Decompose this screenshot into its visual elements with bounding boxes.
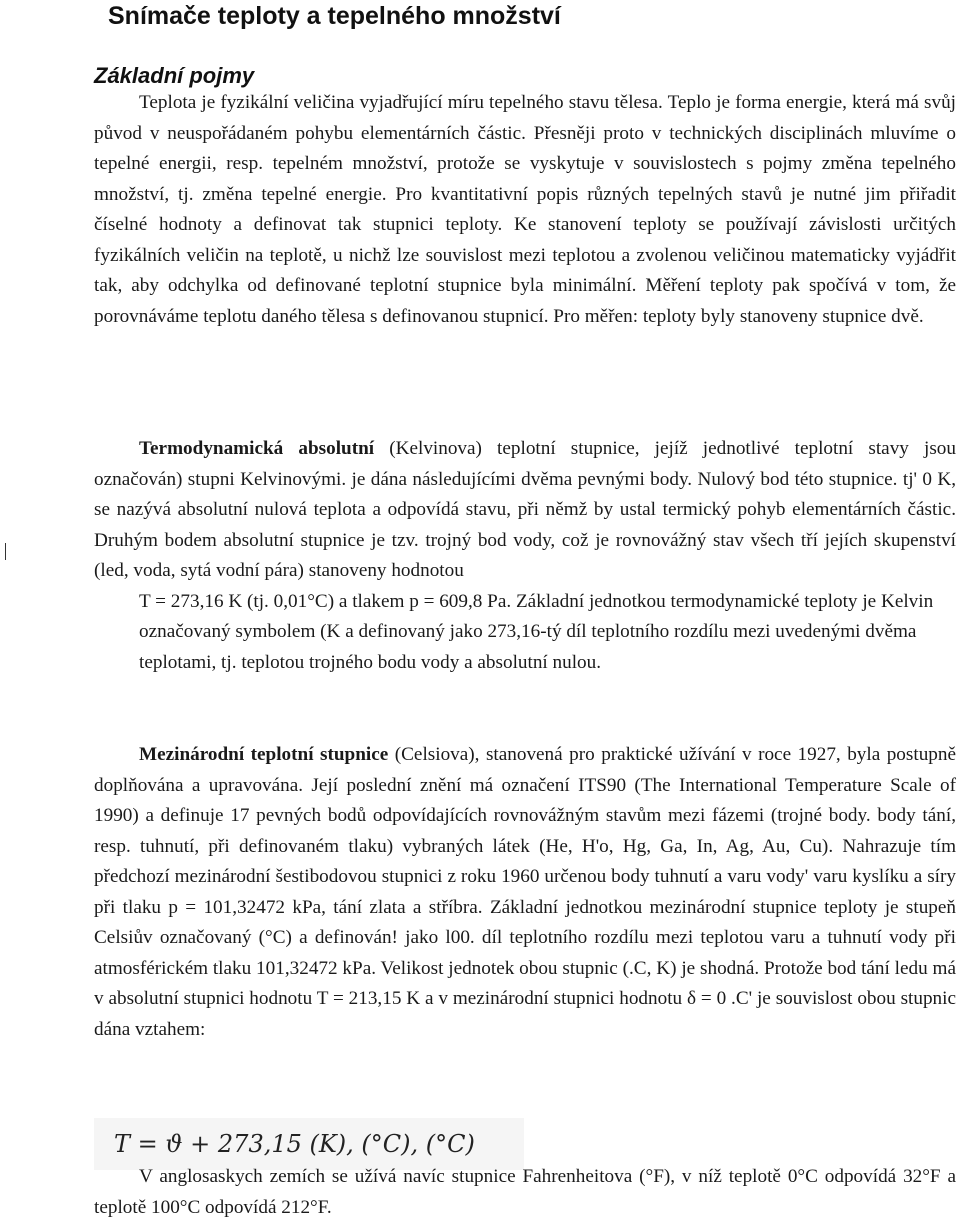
section-heading: Základní pojmy (94, 63, 255, 88)
kelvin-text: (Kelvinova) teplotní stupnice, jejíž jednotlivé teplotní stavy jsou označován) stupni Kelvinovými. je dána následujícími dvěma pevnými body. Nulový bod této stupnice. tj' 0 K, se nazývá absolutní nulová teplota a odpovídá stavu, při němž by ustal termický pohyb elementárních částic. Druhým bodem absolutní stupnice je tzv. trojný bod vody, což je rovnovážný stav všech tří jejích skupenství (led, voda, sytá vodní pára) stanoveny hodnotou (94, 438, 956, 581)
kelvin-equation: T = 273,16 K (tj. 0,01°C) a tlakem p = 609,8 Pa. Základní jednotkou termodynamické teploty je Kelvin označovaný symbolem (K a definovaný jako 273,16-tý díl teplotního rozdílu mezi uvedenými dvěma teplotami, tj. teplotou trojného bodu vody a absolutní nulou. (139, 590, 934, 673)
margin-mark (5, 543, 6, 560)
page-title: Snímače teploty a tepelného množství (108, 2, 561, 30)
celsius-text: (Celsiova), stanovená pro praktické užívání v roce 1927, byla postupně doplňována a upravována. Její poslední znění má označení ITS90 (The International Temperature Scale of 1990) a definuje 17 pevných bodů odpovídajících rovnovážným stavům mezi fázemi (trojné body. body tání, resp. tuhnutí, při definovaném tlaku) vybraných látek (He, H'o, Hg, Ga, In, Ag, Au, Cu). Nahrazuje tím předchozí mezinárodní šestibodovou stupnici z roku 1960 určenou body tuhnutí a varu vody' varu kyslíku a síry při tlaku p = 101,32472 kPa, tání zlata a stříbra. Základní jednotkou mezinárodní stupnice teploty je stupeň Celsiův označovaný (°C) a definován! jako l00. díl teplotního rozdílu mezi teplotou varu a tuhnutí vody při atmosférickém tlaku 101,32472 kPa. Velikost jednotek obou stupnic (.C, K) je shodná. Protože bod tání ledu má v absolutní stupnici hodnotu T = 213,15 K a v mezinárodní stupnici hodnotu δ = 0 .C' je souvislost obou stupnic dána vztahem: (94, 744, 956, 1040)
fahrenheit-text: V anglosaskych zemích se užívá navíc stupnice Fahrenheitova (°F), v níž teplotě 0°C odpovídá 32°F a teplotě 100°C odpovídá 212°F. (94, 1166, 956, 1218)
kelvin-paragraph (94, 434, 956, 678)
intro-paragraph (94, 88, 956, 332)
fahrenheit-paragraph (94, 1162, 956, 1223)
kelvin-term: Termodynamická absolutní (139, 438, 375, 459)
formula-text: T = ϑ + 273,15 (K), (°C), (°C) (114, 1130, 475, 1158)
intro-text: Teplota je fyzikální veličina vyjadřující míru tepelného stavu tělesa. Teplo je forma energie, která má svůj původ v neuspořádaném pohybu elementárních částic. Přesněji proto v technických disciplinách mluvíme o tepelné energii, resp. tepelném množství, protože se vyskytuje v souvislostech s pojmy změna tepelného množství, tj. změna tepelné energie. Pro kvantitativní popis různých tepelných stavů je nutné jim přiřadit číselné hodnoty a definovat tak stupnici teploty. Ke stanovení teploty se používají závislosti určitých fyzikálních veličin na teplotě, u nichž lze souvislost mezi teplotou a zvolenou veličinou matematicky vyjádřit tak, aby odchylka od definované teplotní stupnice byla minimální. Měření teploty pak spočívá v tom, že porovnáváme teplotu daného tělesa s definovanou stupnicí. Pro měřen: teploty byly stanoveny stupnice dvě. (94, 92, 956, 327)
celsius-term: Mezinárodní teplotní stupnice (139, 744, 389, 765)
celsius-paragraph (94, 740, 956, 1045)
